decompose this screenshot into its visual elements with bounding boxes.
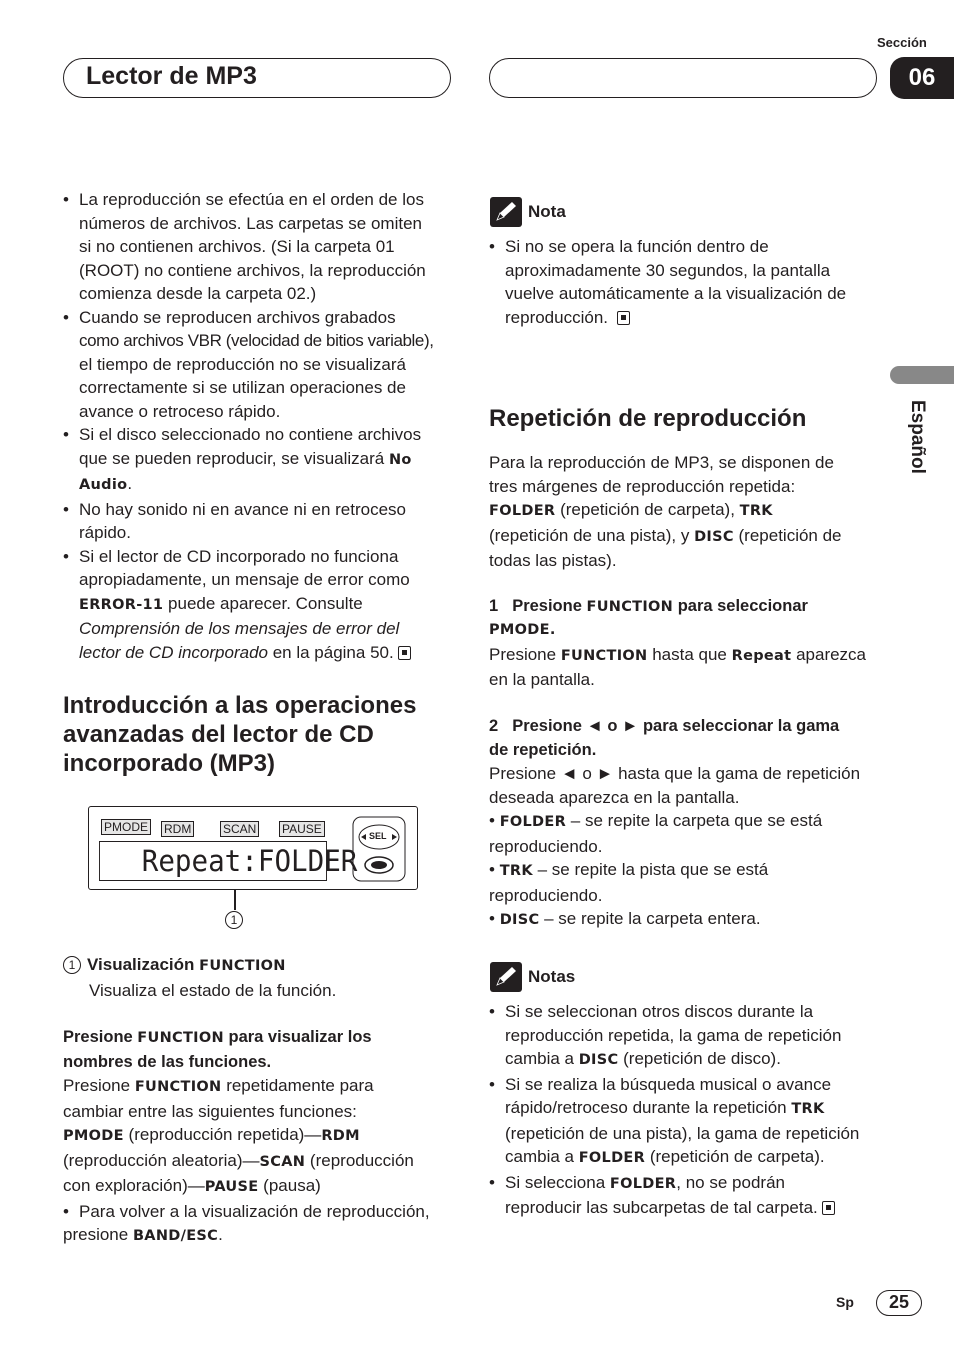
footer-lang-code: Sp — [836, 1294, 854, 1310]
end-mark-icon — [617, 311, 630, 325]
page-number: 25 — [876, 1290, 922, 1316]
notas-body — [489, 1000, 881, 1220]
chapter-title: Lector de MP3 — [86, 62, 257, 90]
nota-folder: • Si selecciona FOLDER, no se podrán reproducir las subcarpetas de tal carpeta. — [489, 1171, 881, 1220]
left-bullet-list — [63, 188, 455, 664]
error-reference: Comprensión de los mensajes de error del — [79, 619, 400, 638]
pencil-note-icon — [490, 197, 522, 227]
bullet-error: • Si el lector de CD incorporado no funciona apropiadamente, un mensaje de error como ERROR-11 puede aparecer. Consulte Comprensión de los mensajes de error del lector de CD incorporado en la página 50. — [63, 545, 455, 665]
repeat-intro: Para la reproducción de MP3, se disponen de tres márgenes de reproducción repetida: FOLDER (repetición de carpeta), TRK (repetición de una pista), y DISC (repetición de todas las pistas). — [489, 453, 842, 570]
step-1: 1 Presione FUNCTION para seleccionar PMODE. Presione FUNCTION hasta que Repeat aparezca en la pantalla. — [489, 597, 867, 689]
section-number-tab: 06 — [890, 57, 954, 99]
bullet-no-audio: • Si el disco seleccionado no contiene archivos que se pueden reproducir, se visualizará No Audio. — [63, 423, 455, 498]
nota-body: • Si no se opera la función dentro de aproximadamente 30 segundos, la pantalla vuelve automáticamente a la visualización de reproducción. — [489, 235, 881, 329]
lcd-tag-pmode: PMODE — [101, 819, 151, 835]
bullet-vbr: • Cuando se reproducen archivos grabados como archivos VBR (velocidad de bitios variable), el tiempo de reproducción no se visualizará correctamente si se utilizan operaciones de avance o retroceso rápido. — [63, 306, 455, 424]
lcd-tag-rdm: RDM — [161, 821, 194, 837]
step-2: 2 Presione ◄ o ► para seleccionar la gama de repetición. Presione ◄ o ► hasta que la gama de repetición deseada aparezca en la pantalla. • FOLDER – se repite la carpeta que se está reproduciendo. • TRK – se repite la pista que se está reproduciendo. • DISC – se repite la carpeta entera. — [489, 717, 861, 928]
lcd-sel-control — [351, 813, 407, 885]
bullet-no-sound: • No hay sonido ni en avance ni en retroceso rápido. — [63, 498, 455, 545]
sel-label: SEL — [369, 831, 387, 841]
intro-heading: Introducción a las operaciones avanzadas del lector de CD incorporado (MP3) — [63, 692, 417, 777]
end-mark-icon — [822, 1201, 835, 1215]
language-marker — [890, 366, 954, 384]
sel-knob-icon — [351, 813, 407, 885]
header-blank-pill — [489, 58, 877, 98]
nota-disc: • Si se seleccionan otros discos durante la reproducción repetida, la gama de repetición cambia a DISC (repetición de disco). — [489, 1000, 881, 1073]
bullet-playback-order: • La reproducción se efectúa en el orden de los números de archivos. Las carpetas se omiten si no contienen archivos. (Si la carpeta 01 (ROOT) no contiene archivos, la reproducción comienza desde la carpeta 02.) — [63, 188, 455, 306]
callout-legend: 1 Visualización FUNCTION Visualiza el estado de la función. — [63, 953, 455, 1002]
nota-trk: • Si se realiza la búsqueda musical o avance rápido/retroceso durante la repetición TRK (repetición de una pista), la gama de repetición cambia a FOLDER (repetición de carpeta). — [489, 1073, 881, 1171]
no-audio-label: No — [388, 451, 412, 468]
lcd-display-illustration — [88, 806, 418, 890]
notas-title: Notas — [528, 967, 576, 986]
lcd-main-text: Repeat:FOLDER — [99, 841, 327, 881]
lcd-tag-scan: SCAN — [220, 821, 259, 837]
language-tab: Español — [907, 400, 928, 474]
pencil-note-icon — [490, 962, 522, 992]
nota-header — [490, 197, 566, 227]
chapter-title-pill — [63, 58, 451, 98]
callout-line — [234, 890, 236, 910]
function-step: Presione FUNCTION para visualizar los nombres de las funciones. Presione FUNCTION repetidamente para cambiar entre las siguientes funciones: PMODE (reproducción repetida)—RDM (reproducción aleatoria)—SCAN (reproducción con exploración)—PAUSE (pausa) • Para volver a la visualización de reproducción, presione BAND/ESC. — [63, 1025, 455, 1249]
callout-marker: 1 — [225, 911, 243, 930]
nota-title: Nota — [528, 202, 566, 221]
error-code-label: ERROR-11 — [79, 596, 164, 613]
notas-header — [490, 962, 575, 992]
section-label: Sección — [877, 35, 927, 50]
lcd-tag-pause: PAUSE — [279, 821, 325, 837]
repeat-heading: Repetición de reproducción — [489, 405, 807, 432]
end-mark-icon — [398, 646, 411, 660]
